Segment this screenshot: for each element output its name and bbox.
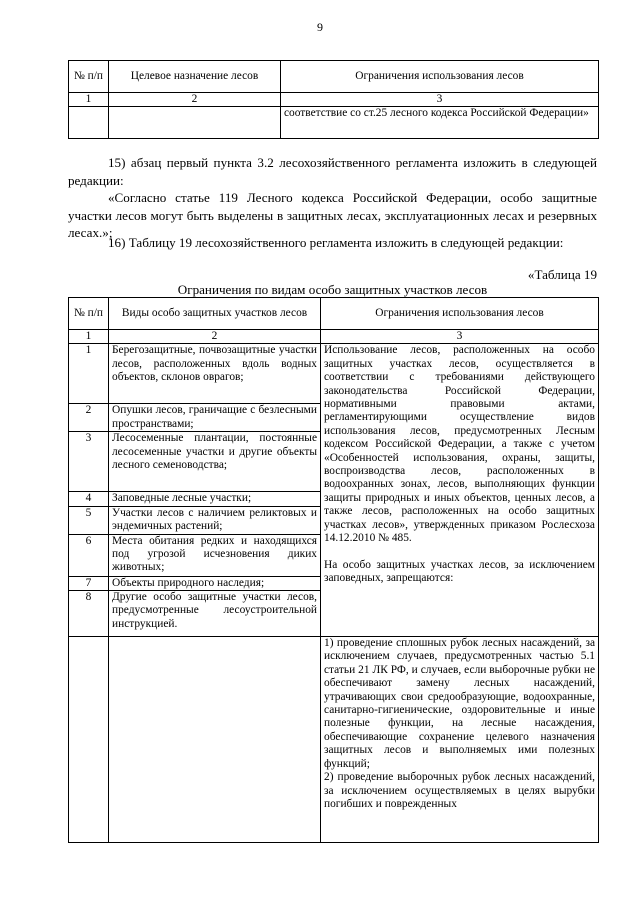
row-kind: Участки лесов с наличием реликтовых и эндемичных растений; — [109, 506, 321, 534]
paragraph-15: 15) абзац первый пункта 3.2 лесохозяйственного регламента изложить в следующей редакции: — [68, 155, 597, 188]
col-index: 2 — [109, 330, 321, 344]
row-kind: Места обитания редких и находящихся под угрозой исчезновения диких животных; — [109, 534, 321, 576]
row-kind: Лесосеменные плантации, постоянные лесосеменные участки и другие объекты лесного семеноводства; — [109, 432, 321, 492]
row-kind: Объекты природного наследия; — [109, 576, 321, 590]
continued-table — [68, 60, 599, 139]
row-number: 1 — [69, 344, 109, 404]
paragraph-16: 16) Таблицу 19 лесохозяйственного регламента изложить в следующей редакции: — [108, 235, 564, 250]
col-limits-header: Ограничения использования лесов — [281, 61, 599, 93]
row-kind: Опушки лесов, граничащие с безлесными пространствами; — [109, 404, 321, 432]
row-number: 8 — [69, 591, 109, 637]
quote-paragraph: «Согласно статье 119 Лесного кодекса Российской Федерации, особо защитные участки лесов могут быть выделены в защитных лесах, эксплуатационных лесах и резервных лесах.»; — [68, 190, 597, 240]
limits-cell — [321, 344, 599, 637]
limits-paragraph: 2) проведение выборочных рубок лесных насаждений, за исключением осуществляемых в целях вырубки погибших и поврежденных — [324, 771, 595, 810]
row-kind: Заповедные лесные участки; — [109, 492, 321, 506]
row-kind: Другие особо защитные участки лесов, предусмотренные лесоустроительной инструкцией. — [109, 591, 321, 637]
table-cell — [69, 107, 109, 139]
col-purpose-header: Целевое назначение лесов — [109, 61, 281, 93]
col-index: 3 — [321, 330, 599, 344]
limits-paragraph: 1) проведение сплошных рубок лесных насаждений, за исключением случаев, предусмотренных частью 5.1 статьи 21 ЛК РФ, и случаев, если выборочные рубки не обеспечивают замену лесных насаждений, утрачивающих свои средообразующие, водоохранные, санитарно-гигиенические, оздоровительные и иные полезные функции, на лесные насаждения, обеспечивающие сохранение целевого назначения защитных лесов и выполняемых ими полезных функций; — [324, 637, 595, 770]
row-number: 6 — [69, 534, 109, 576]
row-number: 3 — [69, 432, 109, 492]
limits-cell — [321, 637, 599, 843]
col-index: 3 — [281, 93, 599, 107]
table-cell: соответствие со ст.25 лесного кодекса Российской Федерации» — [281, 107, 599, 139]
table-cell — [109, 107, 281, 139]
col-index: 1 — [69, 330, 109, 344]
table-cell — [109, 637, 321, 843]
row-number: 7 — [69, 576, 109, 590]
col-number-header: № п/п — [69, 298, 109, 330]
page-number: 9 — [317, 20, 323, 34]
col-number-header: № п/п — [69, 61, 109, 93]
table-title: Ограничения по видам особо защитных участков лесов — [177, 282, 488, 297]
restrictions-table — [68, 297, 599, 843]
table-tag: «Таблица 19 — [527, 267, 597, 282]
row-number: 2 — [69, 404, 109, 432]
col-index: 2 — [109, 93, 281, 107]
col-limits-header: Ограничения использования лесов — [321, 298, 599, 330]
row-number: 5 — [69, 506, 109, 534]
col-kind-header: Виды особо защитных участков лесов — [109, 298, 321, 330]
row-kind: Берегозащитные, почвозащитные участки лесов, расположенных вдоль водных объектов, склонов оврагов; — [109, 344, 321, 404]
row-number: 4 — [69, 492, 109, 506]
limits-paragraph: Использование лесов, расположенных на особо защитных участках лесов, осуществляется в соответствии с требованиями действующего законодательства Российской Федерации, нормативными правовыми актами, регламентирующими осуществление видов использования лесов, предусмотренных Лесным кодексом Российской Федерации, а также с учетом «Особенностей использования, охраны, защиты, воспроизводства лесов, расположенных в водоохранных зонах, лесов, выполняющих функции защиты природных и иных объектов, ценных лесов, а также лесов, расположенных на особо защитных участках лесов», утвержденных приказом Рослесхоза 14.12.2010 № 485. — [324, 344, 595, 545]
col-index: 1 — [69, 93, 109, 107]
table-cell — [69, 637, 109, 843]
limits-paragraph: На особо защитных участках лесов, за исключением заповедных, запрещаются: — [324, 558, 595, 584]
